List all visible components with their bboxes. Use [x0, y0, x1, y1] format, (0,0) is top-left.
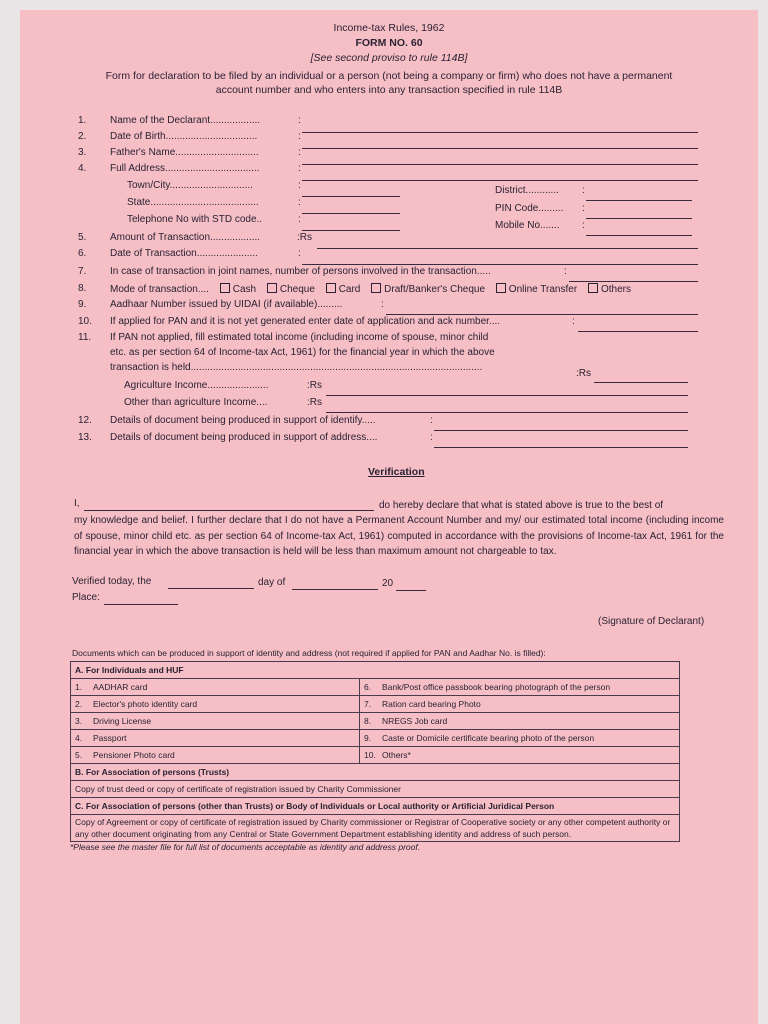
- verification-line1: do hereby declare that what is stated above is true to the best of: [379, 500, 664, 511]
- section-c-row: [71, 798, 680, 815]
- signature-label: (Signature of Declarant): [598, 616, 705, 627]
- online-transfer-option-label: Online Transfer: [508, 284, 578, 295]
- field-3-number: 3.: [78, 147, 87, 158]
- draft-option-label: Draft/Banker's Cheque: [384, 284, 486, 295]
- cheque-checkbox[interactable]: [267, 283, 277, 293]
- field-7-separator: :: [564, 266, 567, 277]
- state-separator: :: [298, 197, 301, 208]
- table-row: [71, 713, 680, 730]
- form-60-page: [20, 10, 758, 1024]
- form-description-line1: Form for declaration to be filed by an individual or a person (not being a company or firm) who does not have a permanent: [105, 70, 673, 82]
- online-transfer-checkbox[interactable]: [496, 283, 506, 293]
- identity-document-field[interactable]: [434, 430, 688, 431]
- verification-body: my knowledge and belief. I further declare that I do not have a Permanent Account Number and my/ our estimated total income (including income of spouse, minor child etc. as per section 64 of Income-tax Act, 1961) computed in accordance with the provisions of Income-tax Act, 1961 for the financial year in which the above transaction is held will be less than maximum amount not chargeable to tax.: [74, 515, 724, 557]
- document-cell: 6. Bank/Post office passbook bearing photograph of the person: [360, 679, 680, 696]
- agri-income-separator: :Rs: [307, 380, 322, 391]
- date-of-birth-field[interactable]: [302, 148, 698, 149]
- section-b-text: Copy of trust deed or copy of certificate of registration issued by Charity Commissioner: [71, 781, 680, 798]
- agri-income-label: Agriculture Income......................: [124, 380, 269, 391]
- document-cell: 9. Caste or Domicile certificate bearing photo of the person: [360, 730, 680, 747]
- card-checkbox[interactable]: [326, 283, 336, 293]
- field-4-number: 4.: [78, 163, 87, 174]
- pin-separator: :: [582, 203, 585, 214]
- transaction-amount-field[interactable]: [317, 248, 698, 249]
- town-label: Town/City..............................: [127, 180, 253, 191]
- table-row: [71, 696, 680, 713]
- section-b-row: [71, 764, 680, 781]
- estimated-income-field[interactable]: [594, 382, 688, 383]
- district-field[interactable]: [586, 200, 692, 201]
- day-of-label: day of: [258, 577, 286, 588]
- proviso-reference: [See second proviso to rule 114B]: [310, 52, 468, 64]
- section-b-heading: B. For Association of persons (Trusts): [71, 764, 680, 781]
- document-cell: 1. AADHAR card: [71, 679, 360, 696]
- pin-label: PIN Code.........: [495, 203, 564, 214]
- field-4-label: Full Address..................................: [110, 163, 260, 174]
- document-cell: 7. Ration card bearing Photo: [360, 696, 680, 713]
- field-5-number: 5.: [78, 232, 87, 243]
- verification-title: Verification: [368, 466, 425, 478]
- table-row: [71, 730, 680, 747]
- mobile-label: Mobile No.......: [495, 220, 560, 231]
- field-11-line3: transaction is held.........................................................................................................: [110, 362, 483, 373]
- verified-day-field[interactable]: [168, 588, 254, 589]
- documents-table: [70, 661, 680, 842]
- field-9-number: 9.: [78, 299, 87, 310]
- transaction-date-field[interactable]: [302, 264, 698, 265]
- transaction-mode-group: [110, 283, 631, 295]
- agri-income-field[interactable]: [326, 395, 688, 396]
- section-c-text: Copy of Agreement or copy of certificate of registration issued by Charity commissioner or Registrar of Cooperative society or any other competent authority or any other document originating from any Central or State Government Department establishing identity and address of such person.: [71, 815, 680, 842]
- field-8-label: Mode of transaction....: [110, 284, 209, 295]
- others-option-label: Others: [600, 284, 631, 295]
- verified-year-field[interactable]: [396, 590, 426, 591]
- aadhaar-number-field[interactable]: [386, 314, 698, 315]
- documents-intro: Documents which can be produced in support of identity and address (not required if applied for PAN and Aadhar No. is filled):: [72, 648, 546, 658]
- field-13-label: Details of document being produced in support of address....: [110, 432, 378, 443]
- field-7-number: 7.: [78, 266, 87, 277]
- section-a-row: [71, 662, 680, 679]
- field-6-number: 6.: [78, 248, 87, 259]
- field-1-number: 1.: [78, 115, 87, 126]
- field-7-label: In case of transaction in joint names, number of persons involved in the transaction.....: [110, 266, 491, 277]
- field-2-label: Date of Birth.................................: [110, 131, 258, 142]
- place-field[interactable]: [104, 604, 178, 605]
- place-label: Place:: [72, 592, 100, 603]
- card-option-label: Card: [338, 284, 361, 295]
- year-prefix: 20: [382, 578, 394, 589]
- table-row: [71, 747, 680, 764]
- field-12-number: 12.: [78, 415, 92, 426]
- document-cell: 5. Pensioner Photo card: [71, 747, 360, 764]
- state-field[interactable]: [302, 213, 400, 214]
- others-checkbox[interactable]: [588, 283, 598, 293]
- document-cell: 8. NREGS Job card: [360, 713, 680, 730]
- field-6-separator: :: [298, 248, 301, 259]
- verified-month-field[interactable]: [292, 589, 378, 590]
- section-c-heading: C. For Association of persons (other than Trusts) or Body of Individuals or Local authority or Artificial Juridical Person: [71, 798, 680, 815]
- address-document-field[interactable]: [434, 447, 688, 448]
- town-field[interactable]: [302, 196, 400, 197]
- form-description-line2: account number and who enters into any transaction specified in rule 114B: [215, 84, 563, 96]
- document-cell: 4. Passport: [71, 730, 360, 747]
- field-5-separator: :Rs: [297, 232, 312, 243]
- field-2-separator: :: [298, 131, 301, 142]
- non-agri-income-separator: :Rs: [307, 397, 322, 408]
- field-13-number: 13.: [78, 432, 92, 443]
- field-11-line1: If PAN not applied, fill estimated total income (including income of spouse, minor child: [110, 332, 489, 343]
- field-11-separator: :Rs: [576, 368, 591, 379]
- telephone-field[interactable]: [302, 230, 400, 231]
- field-4-separator: :: [298, 163, 301, 174]
- pin-code-field[interactable]: [586, 218, 692, 219]
- field-10-label: If applied for PAN and it is not yet generated enter date of application and ack number....: [110, 316, 501, 327]
- draft-checkbox[interactable]: [371, 283, 381, 293]
- field-12-separator: :: [430, 415, 433, 426]
- section-a-heading: A. For Individuals and HUF: [71, 662, 680, 679]
- telephone-separator: :: [298, 214, 301, 225]
- non-agri-income-label: Other than agriculture Income....: [124, 397, 268, 408]
- field-1-label: Name of the Declarant..................: [110, 115, 261, 126]
- field-13-separator: :: [430, 432, 433, 443]
- rules-title: Income-tax Rules, 1962: [333, 22, 445, 34]
- table-row: [71, 815, 680, 842]
- field-9-separator: :: [381, 299, 384, 310]
- field-2-number: 2.: [78, 131, 87, 142]
- form-number: FORM NO. 60: [355, 37, 423, 49]
- joint-persons-field[interactable]: [569, 281, 698, 282]
- field-1-separator: :: [298, 115, 301, 126]
- field-12-label: Details of document being produced in support of identify.....: [110, 415, 376, 426]
- verified-today-label: Verified today, the: [72, 576, 152, 587]
- state-label: State.......................................: [127, 197, 259, 208]
- documents-footnote: *Please see the master file for full list of documents acceptable as identity and address proof.: [70, 842, 421, 852]
- declarant-name-verification-field[interactable]: [84, 510, 374, 511]
- field-3-label: Father's Name..............................: [110, 147, 259, 158]
- field-8-number: 8.: [78, 283, 87, 294]
- cash-option-label: Cash: [232, 284, 257, 295]
- field-11-number: 11.: [78, 332, 92, 343]
- field-10-separator: :: [572, 316, 575, 327]
- mobile-separator: :: [582, 220, 585, 231]
- mobile-field[interactable]: [586, 235, 692, 236]
- pan-application-field[interactable]: [578, 331, 698, 332]
- telephone-label: Telephone No with STD code..: [127, 214, 263, 225]
- non-agri-income-field[interactable]: [326, 412, 688, 413]
- full-address-field[interactable]: [302, 180, 698, 181]
- district-label: District............: [495, 185, 559, 196]
- document-cell: 10. Others*: [360, 747, 680, 764]
- field-6-label: Date of Transaction......................: [110, 248, 258, 259]
- table-row: [71, 679, 680, 696]
- field-3-separator: :: [298, 147, 301, 158]
- document-cell: 3. Driving License: [71, 713, 360, 730]
- verification-i: I,: [74, 498, 80, 509]
- document-cell: 2. Elector's photo identity card: [71, 696, 360, 713]
- field-10-number: 10.: [78, 316, 92, 327]
- cash-checkbox[interactable]: [220, 283, 230, 293]
- table-row: [71, 781, 680, 798]
- town-separator: :: [298, 180, 301, 191]
- district-separator: :: [582, 185, 585, 196]
- declarant-name-field[interactable]: [302, 132, 698, 133]
- field-9-label: Aadhaar Number issued by UIDAI (if available).........: [110, 299, 343, 310]
- cheque-option-label: Cheque: [279, 284, 315, 295]
- field-5-label: Amount of Transaction..................: [110, 232, 261, 243]
- father-name-field[interactable]: [302, 164, 698, 165]
- field-11-line2: etc. as per section 64 of Income-tax Act, 1961) for the financial year in which the above: [110, 347, 495, 358]
